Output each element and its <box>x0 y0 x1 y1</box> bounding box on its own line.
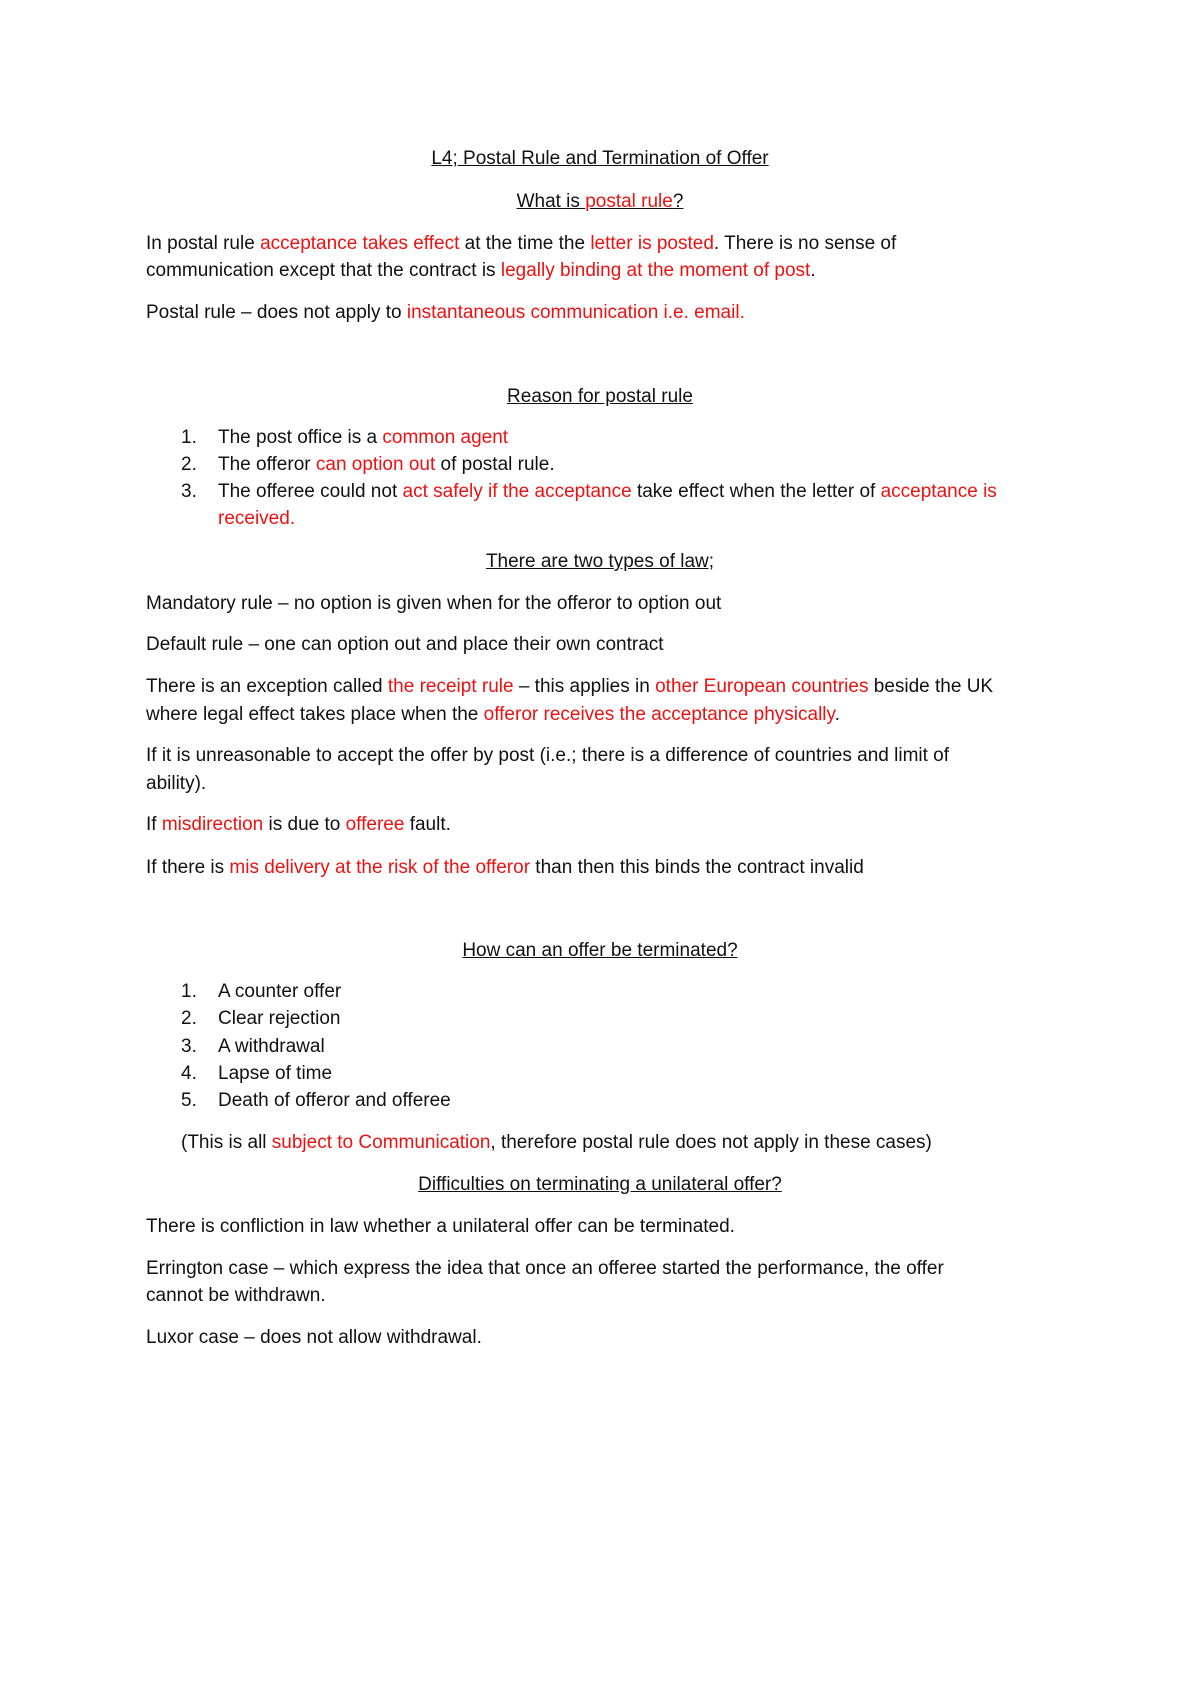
text-run: The offeree could not <box>218 481 403 502</box>
text-run: (This is all <box>181 1132 272 1153</box>
paragraph-misdelivery <box>146 855 864 881</box>
highlighted-text: common agent <box>382 427 509 448</box>
paragraph-confliction: There is confliction in law whether a unilateral offer can be terminated. <box>146 1216 735 1237</box>
text-run: take effect when the letter of <box>631 481 881 502</box>
heading-two-types-of-law: There are two types of law; <box>485 551 715 572</box>
heading-reason-for-postal-rule: Reason for postal rule <box>507 386 693 407</box>
paragraph-unreasonable-line-2: ability). <box>146 773 207 794</box>
text-run: is due to <box>263 814 346 835</box>
paragraph-postal-rule-line-2 <box>146 258 816 284</box>
text-run: where legal effect takes place when the <box>146 704 484 725</box>
text-run: The offeror <box>218 454 316 475</box>
text-run: – this applies in <box>513 676 656 697</box>
document-title: L4; Postal Rule and Termination of Offer <box>431 148 769 169</box>
highlighted-text: the receipt rule <box>387 676 514 697</box>
highlighted-text: mis delivery at the risk of the offeror <box>229 857 531 878</box>
highlighted-text: letter is posted <box>590 233 714 254</box>
heading-how-offer-terminated: How can an offer be terminated? <box>462 940 738 961</box>
text-run: communication except that the contract is <box>146 260 501 281</box>
highlighted-text: legally binding at the moment of post <box>500 260 811 281</box>
paragraph-errington-line-2: cannot be withdrawn. <box>146 1285 326 1306</box>
paragraph-instantaneous <box>146 300 745 326</box>
text-run: at the time the <box>459 233 591 254</box>
heading-difficulties-unilateral: Difficulties on terminating a unilateral offer? <box>418 1174 782 1195</box>
paragraph-exception-line-1 <box>146 674 993 700</box>
text-run: In postal rule <box>146 233 261 254</box>
text-run: , therefore postal rule does not apply in these cases) <box>490 1132 932 1153</box>
text-run: beside the UK <box>868 676 994 697</box>
highlighted-text: instantaneous communication i.e. email. <box>406 302 745 323</box>
text-run: If there is <box>146 857 230 878</box>
paragraph-exception-line-2 <box>146 702 840 728</box>
paragraph-mandatory-rule: Mandatory rule – no option is given when for the offeror to option out <box>146 593 722 614</box>
highlighted-text: acceptance is <box>880 481 997 502</box>
paragraph-default-rule: Default rule – one can option out and place their own contract <box>146 634 664 655</box>
paragraph-communication-note <box>181 1130 932 1156</box>
highlighted-text: offeror receives the acceptance physically <box>483 704 835 725</box>
paragraph-postal-rule-line-1 <box>146 231 896 257</box>
highlighted-text: subject to Communication <box>271 1132 491 1153</box>
text-run: than then this binds the contract invalid <box>530 857 864 878</box>
highlighted-text: received. <box>218 508 296 529</box>
paragraph-luxor: Luxor case – does not allow withdrawal. <box>146 1327 482 1348</box>
text-run: . There is no sense of <box>713 233 897 254</box>
paragraph-misdirection <box>146 812 451 838</box>
text-run: of postal rule. <box>435 454 555 475</box>
highlighted-text: other European countries <box>655 676 869 697</box>
paragraph-unreasonable-line-1: If it is unreasonable to accept the offer by post (i.e.; there is a difference of countries and limit of <box>146 745 950 766</box>
highlighted-text: misdirection <box>161 814 264 835</box>
text-run: . <box>834 704 840 725</box>
highlighted-text: can option out <box>315 454 436 475</box>
text-run: The post office is a <box>218 427 383 448</box>
highlighted-text: offeree <box>345 814 405 835</box>
highlighted-text: act safely if the acceptance <box>402 481 632 502</box>
text-run: If <box>146 814 162 835</box>
heading-what-is-postal-rule: What is postal rule? <box>516 191 684 212</box>
document-page: L4; Postal Rule and Termination of Offer What is postal rule? In postal rule acceptance takes effect at the time the letter is posted. There is no sense of communication except that the contract is legally binding at the moment of post. Postal rule – does not apply to instantaneous communication i.e. email. Reason for postal rule 1. The post office is a common agent 2. The offeror can option out of postal rule. 3. The offeree could not act safely if the acceptance take effect when the letter of acceptance is received. There are two types of law; Mandatory rule – no option is given when for the offeror to option out Default rule – one can option out and place their own contract There is an exception called the receipt rule – this applies in other European countries beside the UK where legal effect takes place when the offeror receives the acceptance physically. If it is unreasonable to accept the offer by post (i.e.; there is a difference of countries and limit of ability). If misdirection is due to offeree fault. If there is mis delivery at the risk of the offeror than then this binds the contract invalid How can an offer be terminated? 1. A counter offer 2. Clear rejection 3. A withdrawal 4. Lapse of time 5. Death of offeror and offeree (This is all subject to Communication, therefore postal rule does not apply in these cases) Difficulties on terminating a unilateral offer? There is confliction in law whether a unilateral offer can be terminated. Errington case – which express the idea that once an offeree started the performance, the offer cannot be withdrawn. Luxor case – does not allow withdrawal. <box>0 0 1200 1698</box>
text-run: . <box>810 260 816 281</box>
text-run: There is an exception called <box>146 676 388 697</box>
text-run: fault. <box>404 814 451 835</box>
highlighted-text: acceptance takes effect <box>260 233 460 254</box>
text-run: Postal rule – does not apply to <box>146 302 407 323</box>
paragraph-errington-line-1: Errington case – which express the idea that once an offeree started the performance, the offer <box>146 1258 944 1279</box>
